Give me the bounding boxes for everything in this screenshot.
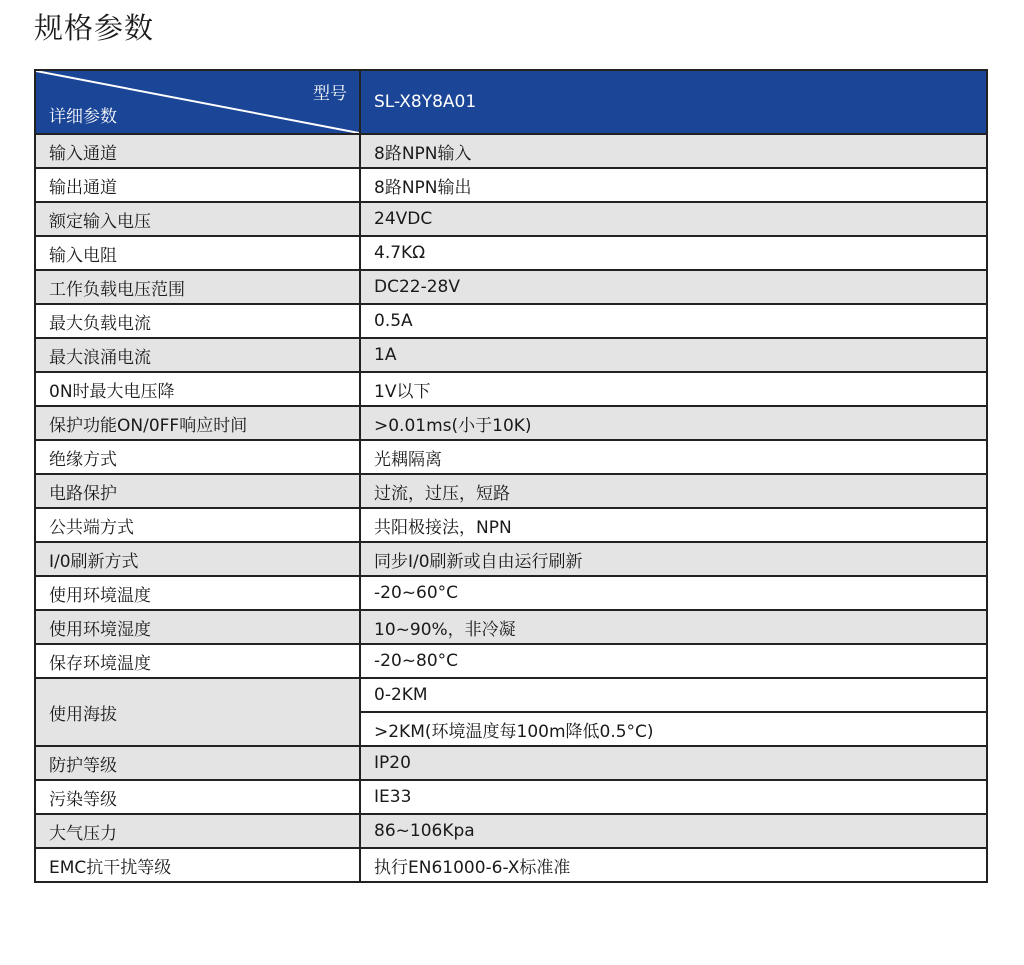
row-value: 4.7KΩ (360, 236, 987, 270)
row-label: 使用环境温度 (35, 576, 360, 610)
table-row (35, 440, 987, 474)
row-label: 输入通道 (35, 134, 360, 168)
row-value: DC22-28V (360, 270, 987, 304)
table-row (35, 304, 987, 338)
diagonal-header-cell (35, 70, 360, 134)
table-row (35, 678, 987, 712)
row-value: 执行EN61000-6-X标准准 (360, 848, 987, 882)
row-label: 最大浪涌电流 (35, 338, 360, 372)
row-value: >2KM(环境温度每100m降低0.5°C) (360, 712, 987, 746)
row-label: 公共端方式 (35, 508, 360, 542)
row-value: 1V以下 (360, 372, 987, 406)
model-header-label: 型号 (313, 84, 347, 104)
row-value: 1A (360, 338, 987, 372)
table-header-row (35, 70, 987, 134)
spec-table (34, 69, 988, 883)
table-row (35, 202, 987, 236)
page-title: 规格参数 (34, 11, 155, 45)
table-row (35, 610, 987, 644)
row-value: 0-2KM (360, 678, 987, 712)
row-label: 输出通道 (35, 168, 360, 202)
row-value: 8路NPN输入 (360, 134, 987, 168)
row-label: 额定输入电压 (35, 202, 360, 236)
row-value: 86~106Kpa (360, 814, 987, 848)
row-value: 10~90%，非冷凝 (360, 610, 987, 644)
table-row (35, 576, 987, 610)
table-row (35, 270, 987, 304)
row-value: -20~80°C (360, 644, 987, 678)
table-row (35, 644, 987, 678)
row-value: 同步I/0刷新或自由运行刷新 (360, 542, 987, 576)
model-value: SL-X8Y8A01 (360, 70, 987, 134)
detail-header-label: 详细参数 (49, 107, 117, 127)
row-label: 使用环境湿度 (35, 610, 360, 644)
table-row (35, 814, 987, 848)
row-label: 污染等级 (35, 780, 360, 814)
row-value: 8路NPN输出 (360, 168, 987, 202)
table-row (35, 168, 987, 202)
row-value: 24VDC (360, 202, 987, 236)
row-label: 工作负载电压范围 (35, 270, 360, 304)
table-row (35, 372, 987, 406)
row-value: 过流，过压，短路 (360, 474, 987, 508)
row-label: 0N时最大电压降 (35, 372, 360, 406)
row-value: IE33 (360, 780, 987, 814)
row-label: 防护等级 (35, 746, 360, 780)
row-value: 光耦隔离 (360, 440, 987, 474)
row-label: 保护功能ON/0FF响应时间 (35, 406, 360, 440)
table-row (35, 474, 987, 508)
row-label: 使用海拔 (35, 678, 360, 746)
row-label: 电路保护 (35, 474, 360, 508)
row-label: I/0刷新方式 (35, 542, 360, 576)
table-row (35, 236, 987, 270)
row-label: 输入电阻 (35, 236, 360, 270)
table-row (35, 338, 987, 372)
row-value: IP20 (360, 746, 987, 780)
row-label: 大气压力 (35, 814, 360, 848)
row-label: EMC抗干扰等级 (35, 848, 360, 882)
table-row (35, 542, 987, 576)
row-value: -20~60°C (360, 576, 987, 610)
row-value: 0.5A (360, 304, 987, 338)
row-value: 共阳极接法，NPN (360, 508, 987, 542)
row-label: 绝缘方式 (35, 440, 360, 474)
row-value: >0.01ms(小于10K) (360, 406, 987, 440)
table-row (35, 848, 987, 882)
table-row (35, 508, 987, 542)
row-label: 最大负载电流 (35, 304, 360, 338)
table-row (35, 134, 987, 168)
table-row (35, 406, 987, 440)
table-row (35, 746, 987, 780)
table-row (35, 780, 987, 814)
row-label: 保存环境温度 (35, 644, 360, 678)
